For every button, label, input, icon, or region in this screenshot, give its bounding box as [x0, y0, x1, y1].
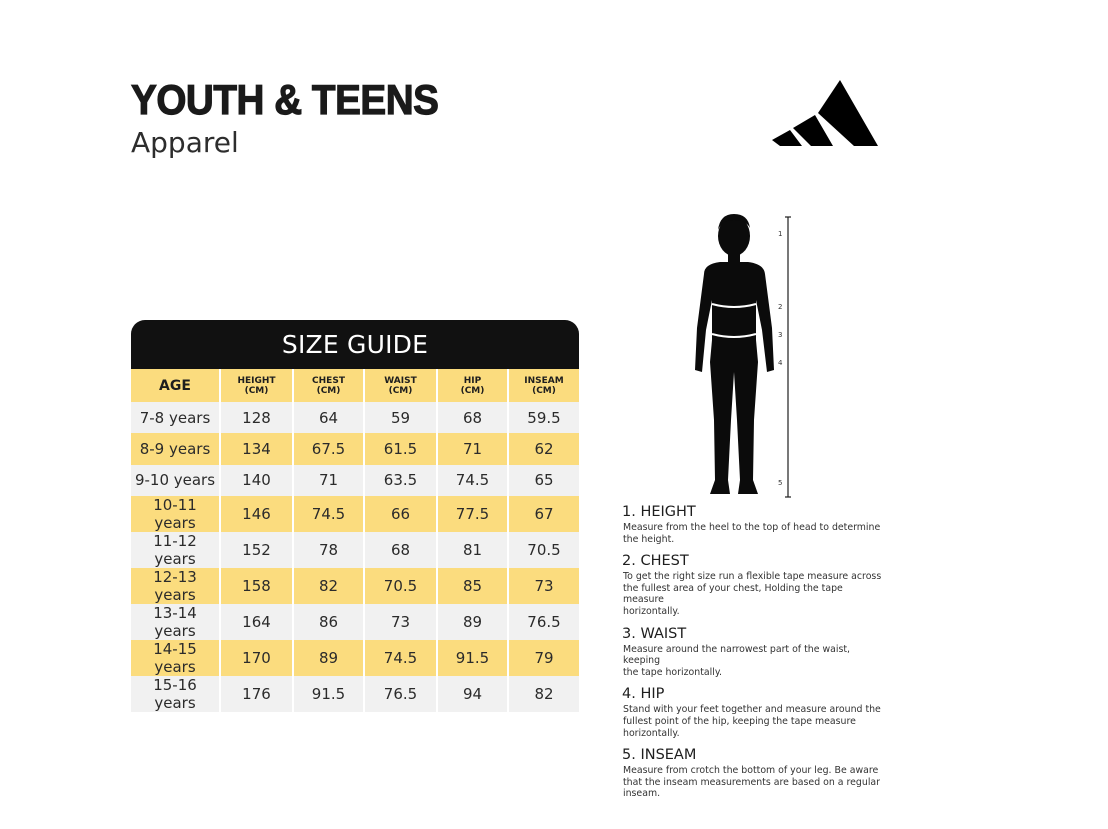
cell-height: 146 [220, 496, 293, 532]
cell-age: 15-16 years [131, 676, 220, 712]
cell-age: 11-12 years [131, 532, 220, 568]
step-text: Measure from the heel to the top of head to determine the height. [623, 522, 881, 545]
cell-waist: 73 [364, 604, 437, 640]
cell-chest: 91.5 [293, 676, 364, 712]
column-header-inseam: INSEAM (CM) [524, 375, 564, 396]
step-text: To get the right size run a flexible tape measure across the fullest area of your chest, Holding the tape measure horizontally. [623, 571, 882, 617]
cell-inseam: 70.5 [527, 541, 561, 560]
page-title: YOUTH & TEENS [131, 76, 439, 123]
cell-hip: 74.5 [437, 465, 508, 496]
step-title: 1. HEIGHT [622, 504, 696, 520]
cell-height: 158 [220, 568, 293, 604]
step-waist [622, 625, 884, 679]
cell-age: 14-15 years [131, 640, 220, 676]
step-title: 4. HIP [622, 686, 665, 703]
body-measurement-figure [690, 212, 800, 500]
cell-inseam: 79 [534, 649, 554, 668]
column-header-waist: WAIST (CM) [364, 369, 437, 402]
cell-age: 10-11 years [131, 496, 220, 532]
cell-hip: 71 [437, 433, 508, 464]
cell-inseam: 62 [534, 440, 554, 459]
cell-age: 9-10 years [131, 465, 220, 496]
cell-chest: 82 [293, 568, 364, 604]
cell-inseam: 76.5 [527, 613, 561, 632]
marker-5: 5 [778, 479, 783, 487]
cell-height: 128 [220, 402, 293, 433]
cell-waist: 68 [364, 532, 437, 568]
body-silhouette-icon [695, 214, 774, 494]
table-row [131, 465, 579, 496]
cell-height: 164 [220, 604, 293, 640]
cell-hip: 68 [437, 402, 508, 433]
step-text: Measure from crotch the bottom of your leg. Be aware that the inseam measurements are based on a regular inseam. [623, 765, 881, 800]
step-chest [622, 552, 884, 617]
cell-hip: 89 [437, 604, 508, 640]
cell-waist: 74.5 [364, 640, 437, 676]
marker-4: 4 [778, 359, 783, 367]
cell-chest: 64 [293, 402, 364, 433]
cell-inseam: 67 [534, 505, 554, 524]
cell-chest: 89 [293, 640, 364, 676]
column-header-age: AGE [131, 369, 220, 402]
cell-chest: 78 [293, 532, 364, 568]
cell-hip: 77.5 [437, 496, 508, 532]
cell-hip: 91.5 [437, 640, 508, 676]
cell-chest: 71 [293, 465, 364, 496]
cell-age: 7-8 years [131, 402, 220, 433]
measurement-instructions [622, 503, 884, 807]
cell-hip: 81 [437, 532, 508, 568]
step-inseam [622, 746, 884, 800]
table-row [131, 532, 579, 568]
table-row [131, 433, 579, 464]
cell-chest: 74.5 [293, 496, 364, 532]
step-text: Stand with your feet together and measure around the fullest point of the hip, keeping the tape measure horizontally. [623, 704, 881, 739]
cell-waist: 70.5 [364, 568, 437, 604]
cell-height: 170 [220, 640, 293, 676]
table-row [131, 640, 579, 676]
cell-inseam: 73 [534, 577, 554, 596]
cell-height: 152 [220, 532, 293, 568]
cell-hip: 94 [437, 676, 508, 712]
column-header-chest: CHEST (CM) [293, 369, 364, 402]
step-title: 5. INSEAM [622, 747, 697, 764]
cell-age: 8-9 years [131, 433, 220, 464]
cell-age: 12-13 years [131, 568, 220, 604]
cell-age: 13-14 years [131, 604, 220, 640]
cell-waist: 76.5 [364, 676, 437, 712]
step-title: 3. WAIST [622, 625, 687, 642]
marker-3: 3 [778, 331, 783, 339]
cell-height: 134 [220, 433, 293, 464]
cell-inseam: 59.5 [527, 408, 561, 427]
cell-waist: 66 [364, 496, 437, 532]
size-guide-table [131, 320, 579, 712]
cell-waist: 61.5 [364, 433, 437, 464]
cell-inseam: 82 [534, 685, 554, 704]
step-title: 2. CHEST [622, 553, 689, 570]
table-row [131, 676, 579, 712]
measurement-scale-icon [785, 217, 791, 497]
adidas-logo-icon [770, 78, 878, 146]
size-guide-title: SIZE GUIDE [131, 320, 579, 369]
cell-chest: 67.5 [293, 433, 364, 464]
table-row [131, 402, 579, 433]
cell-height: 176 [220, 676, 293, 712]
cell-hip: 85 [437, 568, 508, 604]
cell-waist: 59 [364, 402, 437, 433]
table-row [131, 604, 579, 640]
step-hip [622, 685, 884, 739]
table-row [131, 496, 579, 532]
marker-1: 1 [778, 230, 783, 238]
cell-inseam: 65 [534, 471, 554, 490]
step-height [622, 503, 884, 545]
cell-height: 140 [220, 465, 293, 496]
cell-waist: 63.5 [364, 465, 437, 496]
table-row [131, 568, 579, 604]
column-header-height: HEIGHT (CM) [220, 369, 293, 402]
marker-2: 2 [778, 303, 783, 311]
table-header-row [131, 369, 579, 402]
page-subtitle: Apparel [131, 126, 239, 159]
step-text: Measure around the narrowest part of the waist, keeping the tape horizontally. [623, 643, 851, 678]
cell-chest: 86 [293, 604, 364, 640]
column-header-hip: HIP (CM) [437, 369, 508, 402]
